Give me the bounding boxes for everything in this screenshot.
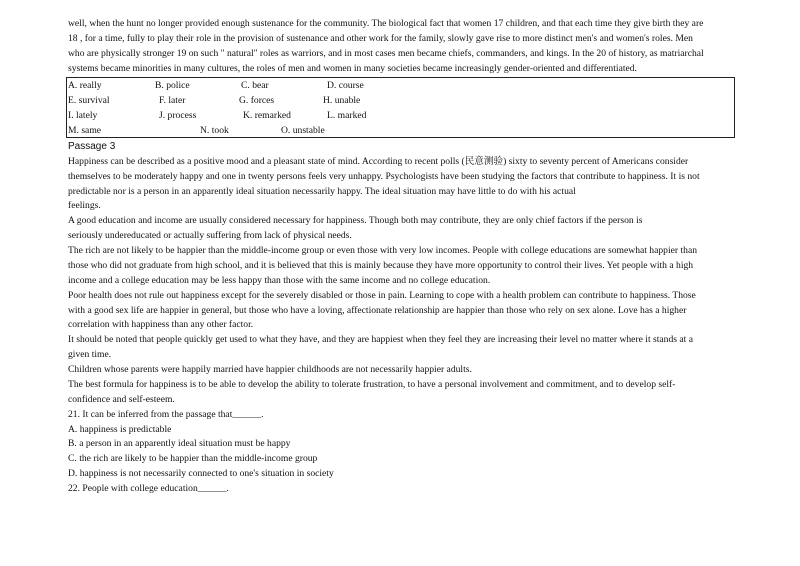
option-l: L. marked bbox=[327, 110, 367, 121]
passage-line: Children whose parents were happily married have happier childhoods are not necessarily happier adults. bbox=[68, 364, 472, 375]
passage-line: seriously undereducated or actually suffering from lack of physical needs. bbox=[68, 230, 352, 241]
passage-line: income and a college education may be less happy than those with the same income and no college education. bbox=[68, 275, 491, 286]
passage-line: themselves to be moderately happy and one in twenty persons feels very unhappy. Psychologists have been studying the factors that contribute to happiness. It is not bbox=[68, 171, 700, 182]
passage-line: feelings. bbox=[68, 200, 101, 211]
word-bank-box bbox=[66, 77, 735, 138]
question-option: C. the rich are likely to be happier than the middle-income group bbox=[68, 453, 318, 464]
passage-line: predictable nor is a person in an apparently ideal situation necessarily happy. The ideal situation may have little to do with his actual bbox=[68, 186, 576, 197]
passage-line: correlation with happiness than any other factor. bbox=[68, 319, 254, 330]
question-21: 21. It can be inferred from the passage that______. bbox=[68, 409, 264, 420]
option-m: M. same bbox=[68, 125, 102, 136]
paragraph-line: 18 , for a time, fully to play their role in the provision of sustenance and other work for the family, slowly gave rise to more distinct men's and women's roles. Men bbox=[68, 33, 693, 44]
option-b: B. police bbox=[155, 80, 190, 91]
option-o: O. unstable bbox=[281, 125, 325, 136]
paragraph-line: well, when the hunt no longer provided enough sustenance for the community. The biological fact that women 17 children, and that each time they give birth they are bbox=[68, 18, 704, 29]
passage-line: Happiness can be described as a positive mood and a pleasant state of mind. According to recent polls (民意测验) sixty to seventy percent of Americans consider bbox=[68, 156, 689, 167]
option-j: J. process bbox=[159, 110, 197, 121]
option-d: D. course bbox=[327, 80, 364, 91]
paragraph-line: who are physically stronger 19 on such " natural" roles as warriors, and in most cases men became chiefs, commanders, and kings. In the 20 of history, as matriarchal bbox=[68, 48, 704, 59]
passage-line: A good education and income are usually considered necessary for happiness. Though both may contribute, they are only chief factors if the person is bbox=[68, 215, 643, 226]
option-e: E. survival bbox=[68, 95, 110, 106]
passage-line: The best formula for happiness is to be able to develop the ability to tolerate frustration, to have a personal involvement and commitment, and to develop self- bbox=[68, 379, 676, 390]
option-k: K. remarked bbox=[243, 110, 291, 121]
passage-line: those who did not graduate from high school, and it is believed that this is mainly because they have more opportunity to control their lives. Yet people with a high bbox=[68, 260, 694, 271]
option-h: H. unable bbox=[323, 95, 361, 106]
question-option: B. a person in an apparently ideal situation must be happy bbox=[68, 438, 291, 449]
question-option: A. happiness is predictable bbox=[68, 424, 172, 435]
passage-line: given time. bbox=[68, 349, 112, 360]
passage-line: It should be noted that people quickly get used to what they have, and they are happiest when they feel they are increasing their level no matter where it stands at a bbox=[68, 334, 693, 345]
passage-line: Poor health does not rule out happiness except for the severely disabled or those in pain. Learning to cope with a health problem can contribute to happiness. Those bbox=[68, 290, 696, 301]
passage-heading: Passage 3 bbox=[68, 141, 116, 152]
option-n: N. took bbox=[200, 125, 229, 136]
option-f: F. later bbox=[159, 95, 186, 106]
question-option: D. happiness is not necessarily connected to one's situation in society bbox=[68, 468, 334, 479]
option-g: G. forces bbox=[239, 95, 275, 106]
question-22: 22. People with college education______. bbox=[68, 483, 229, 494]
passage-line: with a good sex life are happier in general, but those who have a loving, affectionate relationship are happier than those who rely on sex alone. Love has a higher bbox=[68, 305, 687, 316]
option-i: I. lately bbox=[68, 110, 98, 121]
paragraph-line: systems became minorities in many cultures, the roles of men and women in many societies became increasingly gender-oriented and differentiated. bbox=[68, 63, 637, 74]
option-c: C. bear bbox=[241, 80, 269, 91]
option-a: A. really bbox=[68, 80, 102, 91]
passage-line: confidence and self-esteem. bbox=[68, 394, 175, 405]
passage-line: The rich are not likely to be happier than the middle-income group or even those with very low incomes. People with college educations are somewhat happier than bbox=[68, 245, 697, 256]
